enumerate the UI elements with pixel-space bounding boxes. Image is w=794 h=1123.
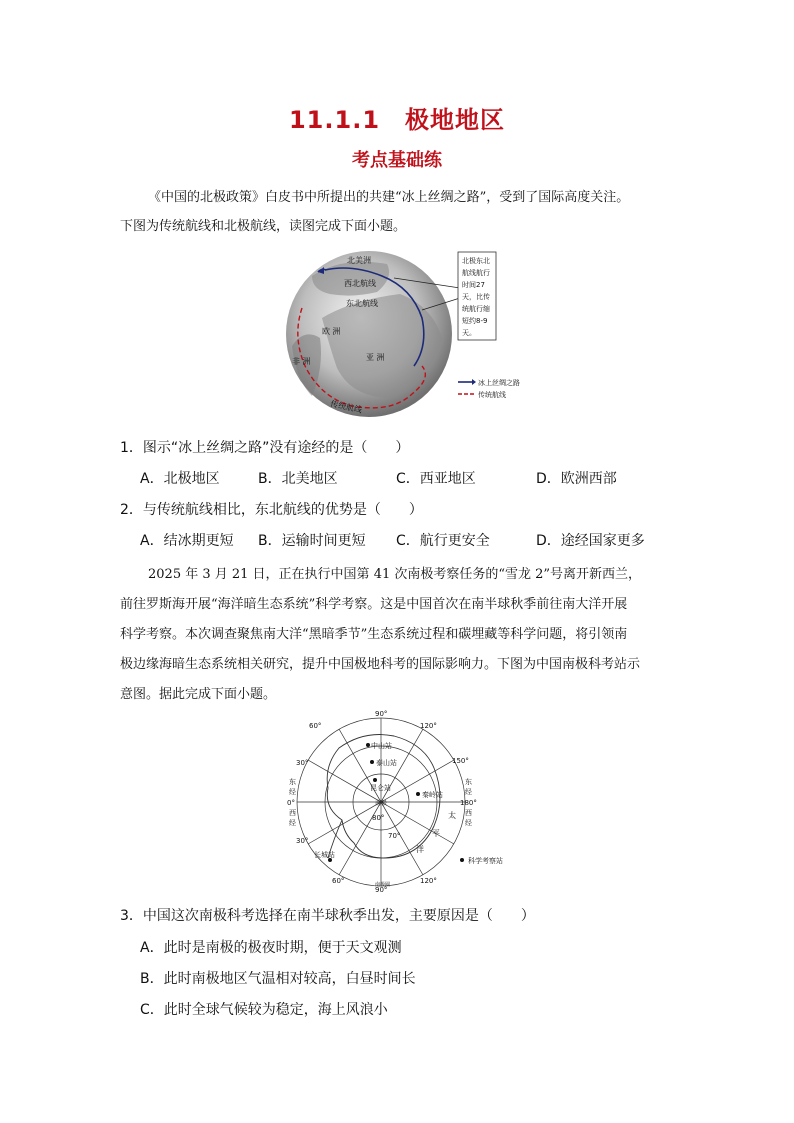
intro-paragraph-2 [120, 560, 690, 710]
callout-text [462, 256, 490, 337]
pole-label: 南极 [375, 800, 388, 807]
degree-label: 60° [309, 722, 322, 730]
intro-paragraph-1 [120, 183, 690, 241]
degree-label: 90° [375, 886, 388, 894]
intro1-line2: 下图为传统航线和北极航线，读图完成下面小题。 [120, 219, 407, 234]
callout-line: 天。 [462, 329, 476, 337]
intro2-line: 2025 年 3 月 21 日，正在执行中国第 41 次南极考察任务的“雪龙 2”号离开新西兰， [148, 567, 642, 582]
q1-option-c[interactable]: C．西亚地区 [396, 471, 476, 487]
map2-legend-label: 科学考察站 [468, 857, 503, 865]
question-3-options [140, 937, 700, 1037]
question-3-stem: 3．中国这次南极科考选择在南半球秋季出发，主要原因是（ ） [120, 908, 535, 924]
label-europe: 欧 洲 [322, 327, 341, 336]
circle-label: 南极圈 [375, 882, 391, 888]
callout-line: 航线航行 [462, 269, 490, 277]
svg-text:东: 东 [465, 778, 472, 786]
q1-option-a[interactable]: A．北极地区 [140, 471, 220, 487]
degree-label: 90° [375, 710, 388, 718]
ocean-label: 太 [448, 811, 456, 820]
degree-label: 150° [452, 757, 469, 765]
svg-text:180°: 180° [460, 799, 477, 807]
degree-label: 120° [420, 722, 437, 730]
degree-label: 30° [296, 837, 309, 845]
side-label-right [460, 777, 477, 827]
q1-option-b[interactable]: B．北美地区 [258, 471, 338, 487]
svg-text:西: 西 [465, 809, 472, 817]
q2-option-a[interactable]: A．结冰期更短 [140, 533, 234, 549]
intro1-line1: 《中国的北极政策》白皮书中所提出的共建“冰上丝绸之路”，受到了国际高度关注。 [148, 190, 630, 205]
svg-text:经: 经 [289, 819, 296, 827]
q2-option-d[interactable]: D．途经国家更多 [536, 533, 645, 549]
legend-ice-route: 冰上丝绸之路 [478, 379, 520, 387]
station-label: 泰山站 [376, 759, 397, 767]
map1-legend [458, 378, 520, 399]
degree-label: 70° [388, 832, 401, 840]
q2-option-b[interactable]: B．运输时间更短 [258, 533, 366, 549]
callout-line: 短约8-9 [462, 317, 488, 325]
svg-text:东: 东 [289, 778, 296, 786]
q3-option-b[interactable]: B．此时南极地区气温相对较高，白昼时间长 [140, 971, 416, 987]
q1-option-d[interactable]: D．欧洲西部 [536, 471, 617, 487]
svg-text:经: 经 [465, 788, 472, 796]
station-label: 中山站 [371, 742, 392, 750]
station-label: 长城站 [314, 851, 335, 859]
q2-option-c[interactable]: C．航行更安全 [396, 533, 490, 549]
label-asia: 亚 洲 [366, 353, 385, 362]
legend-station-dot [460, 858, 464, 862]
degree-label: 30° [296, 759, 309, 767]
svg-text:西: 西 [289, 809, 296, 817]
degree-label: 60° [332, 877, 345, 885]
callout-line: 北极东北 [462, 257, 490, 265]
svg-text:0°: 0° [287, 799, 295, 807]
q3-option-a[interactable]: A．此时是南极的极夜时期，便于天文观测 [140, 940, 402, 956]
station-dot-taishan [370, 760, 374, 764]
intro2-line: 意图。据此完成下面小题。 [120, 687, 277, 702]
antarctic-station-map [284, 708, 514, 894]
q3-option-c[interactable]: C．此时全球气候较为稳定，海上风浪小 [140, 1002, 388, 1018]
side-label-left [287, 777, 296, 827]
question-2-stem: 2．与传统航线相比，东北航线的优势是（ ） [120, 502, 423, 518]
callout-line: 时间27 [462, 281, 485, 289]
degree-label: 80° [372, 814, 385, 822]
station-dot-qinling [416, 792, 420, 796]
page-subtitle: 考点基础练 [352, 150, 442, 171]
label-traditional-route: 传统航线 [329, 399, 363, 415]
intro2-line: 极边缘海暗生态系统相关研究，提升中国极地科考的国际影响力。下图为中国南极科考站示 [120, 657, 641, 672]
degree-label: 120° [420, 877, 437, 885]
intro2-line: 前往罗斯海开展“海洋暗生态系统”科学考察。这是中国首次在南半球秋季前往南大洋开展 [120, 597, 628, 612]
svg-text:经: 经 [465, 819, 472, 827]
station-dot-kunlun [373, 778, 377, 782]
ocean-label: 洋 [416, 845, 424, 854]
station-label: 秦岭站 [422, 791, 443, 799]
intro2-line: 科学考察。本次调查聚焦南大洋“黑暗季节”生态系统过程和碳埋藏等科学问题，将引领南 [120, 627, 628, 642]
label-africa: 非 洲 [292, 357, 311, 366]
callout-line: 天，比传 [462, 293, 490, 301]
callout-line: 统航行缩 [462, 305, 490, 313]
station-label: 昆仑站 [370, 784, 391, 792]
page-title: 11.1.1 极地地区 [288, 106, 506, 134]
svg-text:经: 经 [289, 788, 296, 796]
label-northeast-route: 东北航线 [346, 299, 378, 308]
ocean-label: 平 [432, 829, 440, 838]
legend-traditional-route: 传统航线 [478, 391, 506, 399]
question-1-stem: 1．图示“冰上丝绸之路”没有途经的是（ ） [120, 440, 410, 456]
label-northwest-route: 西北航线 [344, 279, 376, 288]
label-north-america: 北美洲 [347, 256, 371, 265]
arctic-route-map [282, 248, 544, 420]
station-dot-zhongshan [366, 743, 370, 747]
